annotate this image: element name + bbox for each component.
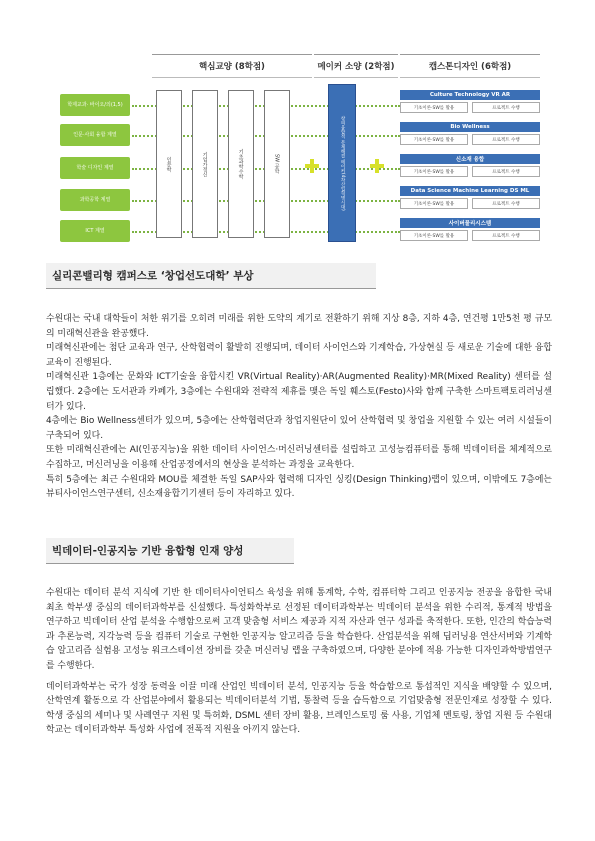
track-box: ICT 계열 (60, 220, 130, 242)
plus-icon (305, 159, 319, 173)
capstone-box: Culture Technology VR AR 기초이론·SW를 활용 프로젝트 수행 (400, 90, 540, 113)
section-heading: 실리콘밸리형 캠퍼스로 ‘창업선도대학’ 부상 (46, 263, 376, 289)
section2-body (46, 586, 552, 738)
track-box: 학술 디자인 계열 (60, 157, 130, 179)
capstone-box: 신소재 융합 기초이론·SW를 활용 프로젝트 수행 (400, 154, 540, 177)
capstone-box: Data Science Machine Learning DS ML 기초이론·SW를 활용 프로젝트 수행 (400, 186, 540, 209)
paragraph: 미래혁신관 1층에는 문화와 ICT기술을 융합시킨 VR(Virtual Reality)·AR(Augmented Reality)·MR(Mixed Reality) 센터를 설립했다. 2층에는 도서관과 카페가, 3층에는 수원대와 전략적 제휴를 맺은 독일 훼스토(Festo)사와 함께 구축한 스마트팩토리러닝센터가 있다. (46, 372, 552, 412)
header-capstone: 캡스톤디자인 (6학점) (400, 54, 540, 78)
paragraph: 미래혁신관에는 첨단 교육과 연구, 산학협력이 활발히 진행되며, 데이터 사이언스와 기계학습, 가상현실 등 새로운 기술에 대한 융합교육이 진행된다. (46, 343, 552, 368)
paragraph: 수원대는 국내 대학들이 처한 위기를 오히려 미래를 위한 도약의 계기로 전환하기 위해 지상 8층, 지하 4층, 연건평 1만5천 평 규모의 미래혁신관을 완공했다. (46, 314, 552, 339)
core-course-bar: 인문학 (156, 90, 182, 238)
core-course-bar: 기초과학수학 (228, 90, 254, 238)
paragraph: 수원대는 데이터 분석 지식에 기반 한 데이터사이언티스 육성을 위해 통계학, 수학, 컴퓨터학 그리고 인공지능 전공을 융합한 국내 최초 학부생 중심의 데이터과학부를 신설했다. 특성화학부로 선정된 데이터과학부는 빅데이터 분석을 위한 수리적, 통계적 방법을 연구하고 빅데이터 산업 분석을 수행함으로써 고객 맞춤형 서비스 제공과 지적 자산과 연구 성과를 축적한다. 또한, 인간의 학습능력과 추론능력, 지각능력 등을 컴퓨터 기술로 구현한 인공지능 알고리즘 등을 학습한다. 산업분석을 위해 딥러닝용 연산서버와 기계학습 알고리즘 실험용 고성능 워크스테이션 장비를 갖춘 머신러닝 랩을 구축하였으며, 다양한 분야에 적용 가능한 디자인과학방법연구를 수행한다. (46, 588, 552, 671)
curriculum-diagram (60, 54, 540, 250)
paragraph: 특히 5층에는 최근 수원대와 MOU를 체결한 독일 SAP사와 협력해 디자인 싱킹(Design Thinking)랩이 있으며, 이밖에도 7층에는 뷰티사이언스연구센터, 신소재융합기기센터 등이 자리하고 있다. (46, 474, 552, 500)
plus-icon (370, 159, 384, 173)
paragraph: 데이터과학부는 국가 성장 동력을 이끌 미래 산업인 빅데이터 분석, 인공지능 등을 학습함으로 통섭적인 지식을 배양할 수 있으며, 산학연계 활동으로 각 산업분야에서 활용되는 빅데이터분석 기법, 통찰력 등을 습득함으로 기업맞춤형 전문인재로 성장할 수 있다. 학생 중심의 세미나 및 사례연구 지원 및 특허화, DSML 센터 장비 활용, 브레인스토밍 룸 사용, 기업체 멘토링, 창업 지원 등 수원대학교는 데이터과학부 특성화 사업에 전폭적 지원을 아끼지 않는다. (46, 681, 552, 736)
track-box: 인문·사회 융합 계열 (60, 124, 130, 146)
section1-body (46, 312, 552, 502)
section-heading: 빅데이터-인공지능 기반 융합형 인재 양성 (46, 538, 294, 564)
capstone-box: Bio Wellness 기초이론·SW를 활용 프로젝트 수행 (400, 122, 540, 145)
maker-bar: 창의융합적 문제해결 메이커(4차산업혁명시대) (328, 84, 356, 242)
track-box: 과학공학 계열 (60, 189, 130, 211)
paragraph: 또한 미래혁신관에는 AI(인공지능)을 위한 데이터 사이언스·머신러닝센터를 설립하고 고성능컴퓨터를 통해 빅데이터를 체계적으로 수집하고, 머신러닝을 이용해 산업공정에서의 현상을 분석하는 과정을 교육한다. (46, 445, 552, 470)
header-core: 핵심교양 (8학점) (152, 54, 312, 78)
header-maker: 메이커 소양 (2학점) (314, 54, 398, 78)
paragraph: 4층에는 Bio Wellness센터가 있으며, 5층에는 산학협력단과 창업지원단이 있어 산학협력 및 창업을 지원할 수 있는 여러 시설들이 구축되어 있다. (46, 416, 552, 441)
capstone-box: 사이버물리시스템 기초이론·SW를 활용 프로젝트 수행 (400, 218, 540, 241)
track-box: 학제교과· 바이오/의(1,5) (60, 94, 130, 116)
core-course-bar: 기업가정신 (192, 90, 218, 238)
core-course-bar: SW 공학 (264, 90, 290, 238)
